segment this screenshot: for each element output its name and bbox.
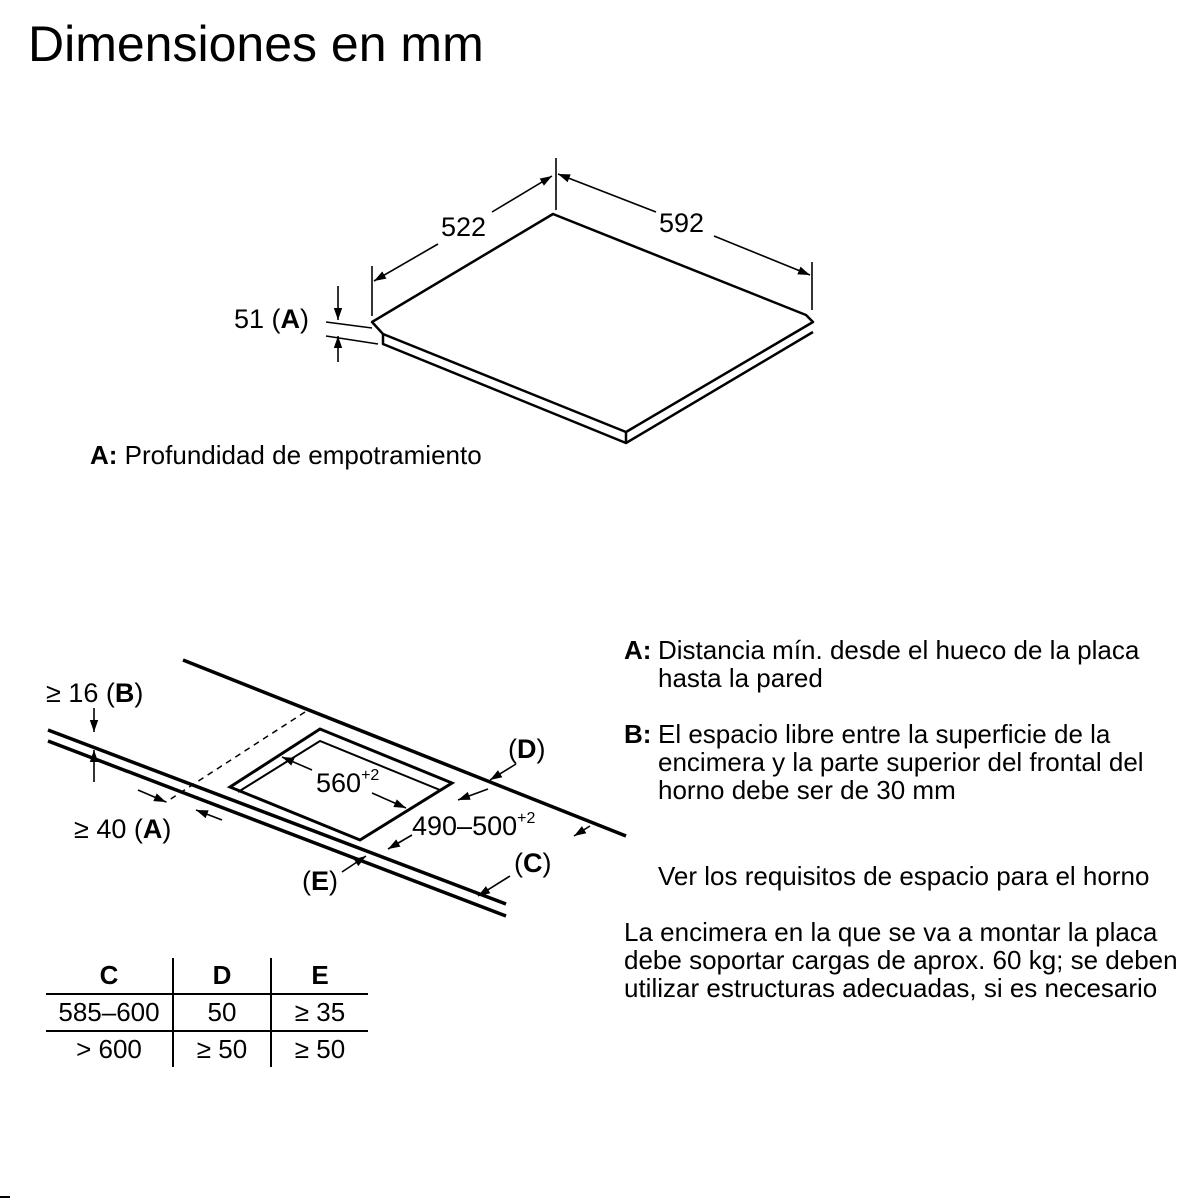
note-a [624, 636, 1194, 692]
table-header-row [46, 958, 368, 994]
dim-label-592: 592 [659, 208, 705, 238]
clearance-table [46, 958, 368, 1067]
note-key-b: B: [624, 719, 652, 749]
hob-dimension-lines [326, 158, 812, 362]
label-b-clearance: ≥ 16 (B) [46, 678, 144, 708]
note-load: La encimera en la que se va a montar la placa debe soportar cargas de aprox. 60 kg; se deben utilizar estructuras adecuadas, si es necesario [624, 917, 1178, 1003]
table-row [46, 994, 368, 1031]
hob-drawing [372, 214, 813, 443]
notes-panel [624, 636, 1194, 1002]
hob-lower-edge [383, 332, 813, 443]
note-text-a: Distancia mín. desde el hueco de la placa hasta la pared [658, 635, 1140, 693]
note-oven: Ver los requisitos de espacio para el horno [658, 861, 1150, 891]
table-row [46, 1031, 368, 1067]
dim-label-560: $560^{+2}$ [316, 767, 380, 798]
table-header-d: D [173, 958, 271, 994]
dim-line-592 [558, 174, 656, 212]
table-cell: ≥ 50 [173, 1031, 271, 1067]
hob-top-surface [372, 214, 813, 432]
dim-label-522: 522 [441, 212, 487, 242]
table-cell: 585–600 [46, 994, 173, 1031]
dim-line-522 [374, 244, 438, 281]
note-key-a: A: [624, 635, 652, 665]
dim-label-51: 51 (A) [234, 304, 310, 334]
table-cell: > 600 [76, 1034, 142, 1064]
table-cell: ≥ 35 [271, 994, 368, 1031]
label-d: (D) [508, 734, 546, 764]
legend-key-a: A: [90, 440, 118, 470]
table-header-c: C [46, 958, 173, 994]
page-title: Dimensiones en mm [28, 16, 484, 72]
label-e: (E) [302, 866, 339, 896]
table-cell: 50 [173, 994, 271, 1031]
page-corner-mark [0, 1196, 10, 1198]
legend-embed-depth [90, 440, 482, 471]
table-cell: ≥ 50 [271, 1031, 368, 1067]
table-header-e: E [271, 958, 368, 994]
label-a-wall-distance: ≥ 40 (A) [74, 814, 172, 844]
label-c: (C) [514, 848, 552, 878]
note-text-b: El espacio libre entre la superficie de la encimera y la parte superior del frontal del horno debe ser de 30 mm [658, 719, 1144, 805]
note-b [624, 720, 1194, 804]
dim-label-490-500: $490-500^{+2}$ [412, 810, 536, 841]
legend-text-a: Profundidad de empotramiento [124, 440, 482, 470]
